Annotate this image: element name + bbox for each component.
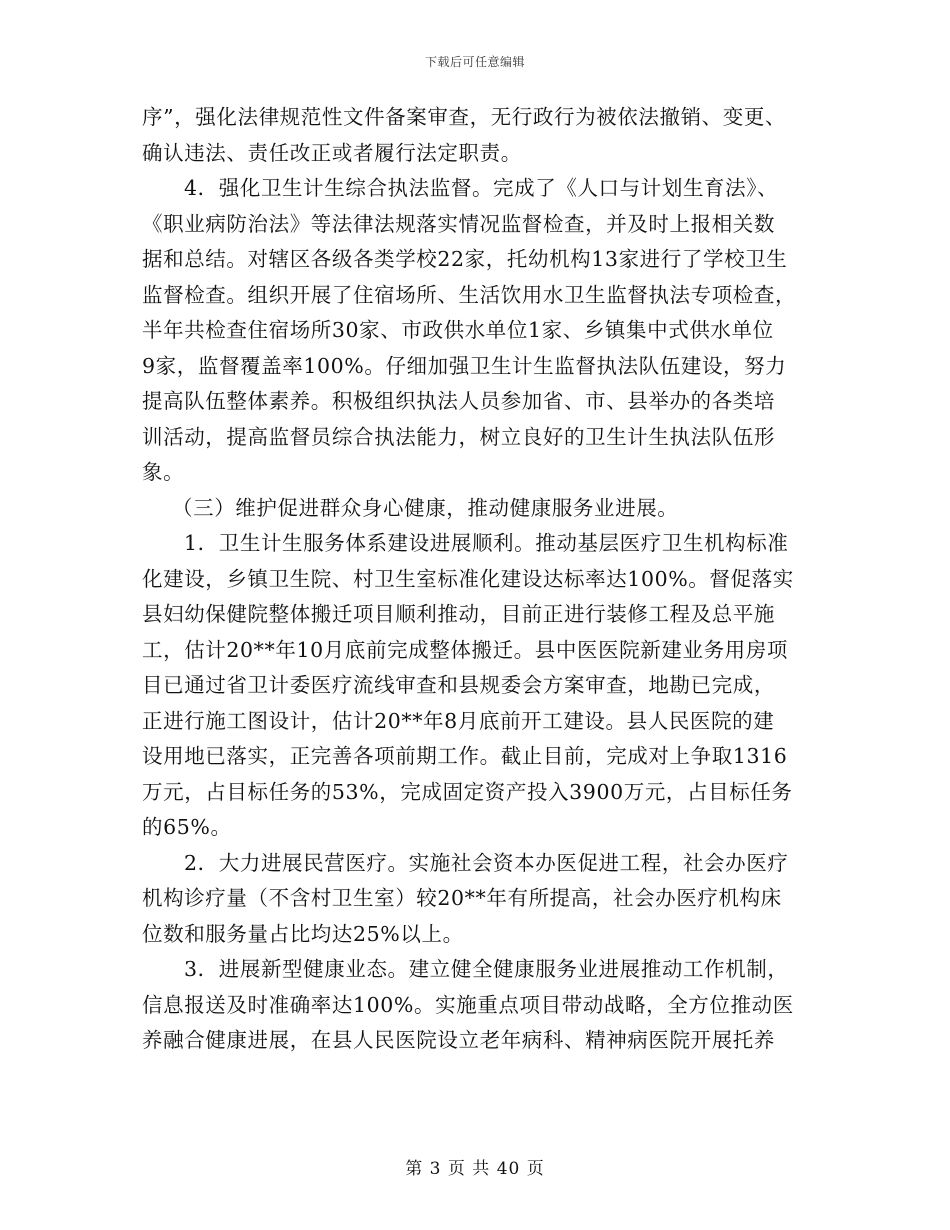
paragraph-line: 象。 [142,460,185,484]
paragraph-line: 位数和服务量占比均达25%以上。 [142,921,464,946]
paragraph-line: 3．进展新型健康业态。建立健全健康服务业进展推动工作机制， [184,957,789,981]
section-heading: （三）维护促进群众身心健康，推动健康服务业进展。 [172,495,679,520]
paragraph-line: 目已通过省卫计委医疗流线审查和县规委会方案审查，地勘已完成， [142,673,775,697]
paragraph-line: 《职业病防治法》等法律法规落实情况监督检查，并及时上报相关数 [142,211,775,236]
paragraph-line: 序”，强化法律规范性文件备案审查，无行政行为被依法撤销、变更、 [142,105,787,129]
paragraph-line: 信息报送及时准确率达100%。实施重点项目带动战略，全方位推动医 [142,992,794,1017]
paragraph-line: 半年共检查住宿场所30家、市政供水单位1家、乡镇集中式供水单位 [142,318,774,342]
paragraph-line: 万元，占目标任务的53%，完成固定资产投入3900万元，占目标任务 [142,779,793,804]
paragraph-line: 机构诊疗量（不含村卫生室）较20**年有所提高，社会办医疗机构床 [142,886,782,910]
paragraph-line: 的65%。 [142,815,232,839]
paragraph-line: 据和总结。对辖区各级各类学校22家，托幼机构13家进行了学校卫生 [142,247,788,271]
paragraph-line: 2．大力进展民营医疗。实施社会资本办医促进工程，社会办医疗 [184,850,789,875]
paragraph-line: 设用地已落实，正完善各项前期工作。截止目前，完成对上争取1316 [142,744,788,768]
paragraph-line: 训活动，提高监督员综合执法能力，树立良好的卫生计生执法队伍形 [142,424,775,449]
paragraph-line: 养融合健康进展，在县人民医院设立老年病科、精神病医院开展托养 [142,1028,775,1052]
document-body [142,100,812,1059]
paragraph-line: 提高队伍整体素养。积极组织执法人员参加省、市、县举办的各类培 [142,389,775,413]
paragraph-line: 正进行施工图设计，估计20**年8月底前开工建设。县人民医院的建 [142,708,775,733]
paragraph-line: 1．卫生计生服务体系建设进展顺利。推动基层医疗卫生机构标准 [184,531,789,555]
paragraph-line: 县妇幼保健院整体搬迁项目顺利推动，目前正进行装修工程及总平施 [142,602,775,626]
paragraph-line: 监督检查。组织开展了住宿场所、生活饮用水卫生监督执法专项检查， [142,282,797,307]
paragraph-line: 9家，监督覆盖率100%。仔细加强卫生计生监督执法队伍建设，努力 [142,353,787,378]
paragraph-line: 4．强化卫生计生综合执法监督。完成了《人口与计划生育法》、 [184,176,779,200]
paragraph-line: 确认违法、责任改正或者履行法定职责。 [142,140,522,165]
paragraph-line: 化建设，乡镇卫生院、村卫生室标准化建设达标率达100%。督促落实 [142,566,794,591]
page-header-note: 下载后可任意编辑 [424,55,525,69]
page-number-footer: 第 3 页 共 40 页 [405,1159,545,1179]
paragraph-line: 工，估计20**年10月底前完成整体搬迁。县中医医院新建业务用房项 [142,637,788,662]
